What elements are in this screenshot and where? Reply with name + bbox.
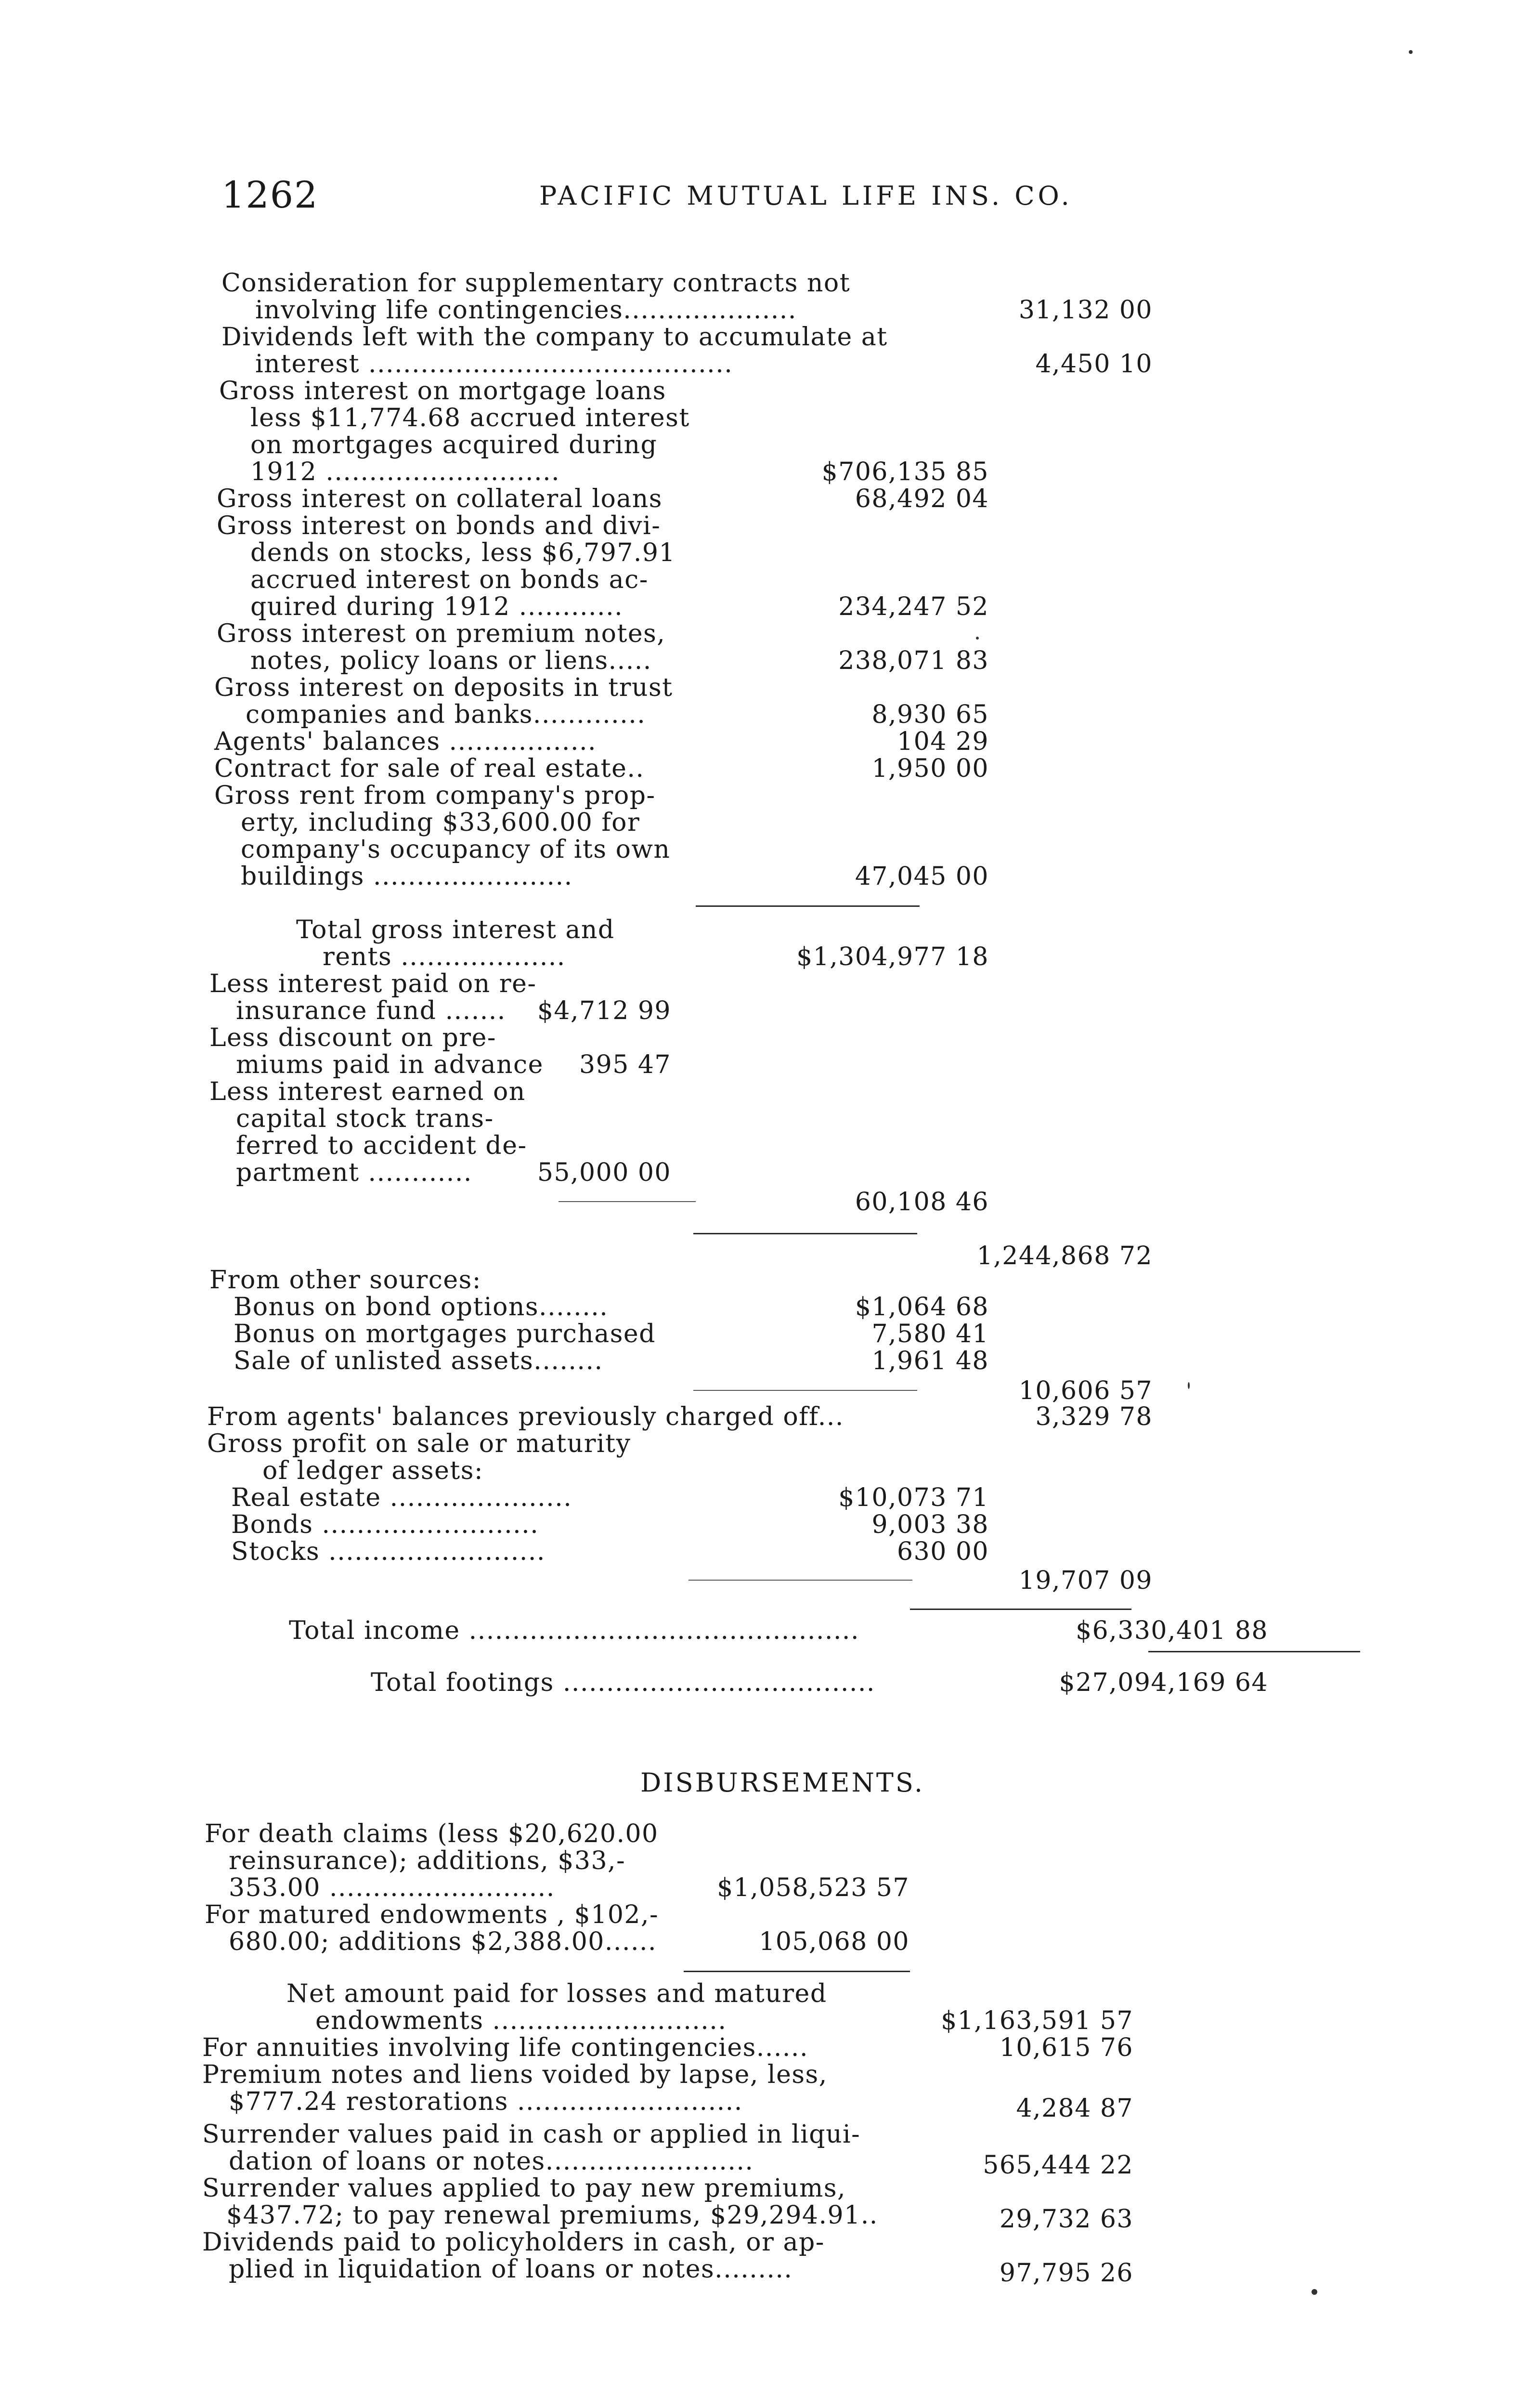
bonds-interest-line4: quired during 1912 ............: [250, 592, 624, 621]
dividends-paid-line2: plied in liquidation of loans or notes.........: [229, 2255, 793, 2284]
other-sources-heading: From other sources:: [209, 1266, 481, 1295]
bonds-interest-line3: accrued interest on bonds ac-: [250, 565, 649, 594]
less-reinsurance-line1: Less interest paid on re-: [209, 969, 537, 998]
annuities-amount: 10,615 76: [999, 2033, 1133, 2062]
contract-real-estate-amount: 1,950 00: [871, 754, 989, 783]
total-income-amount: $6,330,401 88: [1076, 1616, 1268, 1645]
death-claims-line3: 353.00 ..........................: [229, 1873, 555, 1902]
mortgage-interest-amount: $706,135 85: [821, 458, 989, 486]
less-discount-line1: Less discount on pre-: [209, 1023, 496, 1052]
mortgage-interest-line3: on mortgages acquired during: [250, 431, 658, 459]
surrender-cash-line1: Surrender values paid in cash or applied in liqui-: [202, 2120, 861, 2149]
gross-rent-line1: Gross rent from company's prop-: [214, 781, 656, 810]
agents-charged-off-amount: 3,329 78: [1035, 1402, 1153, 1431]
other-source-amount: 7,580 41: [871, 1320, 989, 1348]
disbursements-heading: DISBURSEMENTS.: [640, 1767, 925, 1798]
other-source-label: Bonus on mortgages purchased: [234, 1320, 656, 1348]
total-gross-line2: rents ...................: [323, 942, 566, 971]
annuities-label: For annuities involving life contingencies......: [202, 2033, 808, 2062]
bonds-interest-line1: Gross interest on bonds and divi-: [217, 511, 661, 540]
bonds-interest-line2: dends on stocks, less $6,797.91: [250, 538, 676, 567]
surrender-premiums-line2: $437.72; to pay renewal premiums, $29,294.91..: [226, 2201, 878, 2230]
mortgage-interest-line4: 1912 ...........................: [250, 458, 560, 486]
total-footings-label: Total footings ....................................: [371, 1668, 875, 1697]
less-discount-amount: 395 47: [579, 1050, 671, 1079]
gross-profit-line2: of ledger assets:: [262, 1456, 483, 1485]
other-sources-rule: [693, 1390, 917, 1391]
gross-profit-item-amount: 630 00: [897, 1537, 989, 1566]
surrender-cash-amount: 565,444 22: [983, 2151, 1133, 2180]
collateral-interest-amount: 68,492 04: [855, 484, 989, 513]
supp-contracts-amount: 31,132 00: [1018, 296, 1153, 325]
less-capital-amount: 55,000 00: [537, 1158, 671, 1187]
net-losses-line2: endowments ...........................: [315, 2006, 727, 2035]
dividends-left-amount: 4,450 10: [1035, 350, 1153, 379]
surrender-premiums-line1: Surrender values applied to pay new premiums,: [202, 2174, 846, 2203]
deductions-rule: [559, 1201, 696, 1202]
gross-profit-line1: Gross profit on sale or maturity: [207, 1429, 631, 1458]
surrender-premiums-amount: 29,732 63: [999, 2205, 1133, 2234]
other-source-amount: $1,064 68: [855, 1293, 989, 1322]
total-gross-amount: $1,304,977 18: [796, 942, 989, 971]
net-interest-rule: [693, 1233, 917, 1234]
gross-rent-line2: erty, including $33,600.00 for: [241, 808, 640, 837]
dividends-paid-amount: 97,795 26: [999, 2259, 1133, 2288]
gross-rent-line4: buildings .......................: [241, 862, 573, 891]
dividends-paid-line1: Dividends paid to policyholders in cash, or ap-: [202, 2228, 825, 2257]
death-claims-line1: For death claims (less $20,620.00: [205, 1819, 659, 1848]
deposits-interest-line1: Gross interest on deposits in trust: [214, 673, 673, 702]
other-source-label: Bonus on bond options........: [234, 1293, 609, 1322]
less-capital-line1: Less interest earned on: [209, 1077, 526, 1106]
contract-real-estate-label: Contract for sale of real estate..: [214, 754, 645, 783]
premium-notes-voided-line2: $777.24 restorations ..........................: [229, 2087, 743, 2116]
dividends-left-line1: Dividends left with the company to accumulate at: [221, 323, 888, 352]
other-source-amount: 1,961 48: [871, 1347, 989, 1375]
net-losses-line1: Net amount paid for losses and matured: [286, 1979, 827, 2008]
deposits-interest-amount: 8,930 65: [871, 700, 989, 729]
collateral-interest-line1: Gross interest on collateral loans: [217, 484, 663, 513]
gross-profit-total: 19,707 09: [1018, 1566, 1153, 1595]
less-reinsurance-line2: insurance fund .......: [236, 996, 506, 1025]
subtotal-rule: [696, 905, 920, 907]
other-source-label: Sale of unlisted assets........: [234, 1347, 603, 1375]
gross-rent-line3: company's occupancy of its own: [241, 835, 671, 864]
scan-speck: [1409, 50, 1413, 54]
deposits-interest-line2: companies and banks.............: [246, 700, 646, 729]
agents-charged-off-label: From agents' balances previously charged off...: [207, 1402, 844, 1431]
gross-rent-amount: 47,045 00: [855, 862, 989, 891]
page-header-title: PACIFIC MUTUAL LIFE INS. CO.: [539, 181, 1073, 211]
premium-notes-interest-line1: Gross interest on premium notes,: [217, 619, 666, 648]
dividends-left-line2: interest ..........................................: [255, 350, 733, 379]
other-sources-total: 10,606 57: [1018, 1376, 1153, 1405]
net-losses-amount: $1,163,591 57: [941, 2006, 1133, 2035]
gross-profit-item-label: Stocks .........................: [231, 1537, 546, 1566]
net-interest-amount: 1,244,868 72: [976, 1242, 1153, 1270]
page-number: 1262: [221, 173, 319, 216]
agents-balances-amount: 104 29: [897, 727, 989, 756]
less-reinsurance-amount: $4,712 99: [537, 996, 671, 1025]
gross-profit-item-label: Real estate .....................: [231, 1483, 572, 1512]
total-income-label: Total income .............................................: [289, 1616, 859, 1645]
premium-notes-voided-amount: 4,284 87: [1016, 2094, 1133, 2123]
scan-speck: [1312, 2289, 1317, 2295]
premium-notes-interest-amount: 238,071 83: [838, 646, 989, 675]
income-rule: [910, 1609, 1131, 1610]
footings-rule: [1148, 1651, 1360, 1652]
supp-contracts-line1: Consideration for supplementary contracts not: [221, 269, 851, 298]
mortgage-interest-line2: less $11,774.68 accrued interest: [250, 404, 690, 432]
death-claims-line2: reinsurance); additions, $33,-: [229, 1846, 626, 1875]
gross-profit-item-label: Bonds .........................: [231, 1510, 539, 1539]
bonds-interest-amount: 234,247 52: [838, 592, 989, 621]
less-capital-line4: partment ............: [236, 1158, 472, 1187]
scan-speck: [1188, 1382, 1190, 1389]
agents-balances-label: Agents' balances .................: [214, 727, 597, 756]
total-footings-amount: $27,094,169 64: [1059, 1668, 1268, 1697]
deductions-total-amount: 60,108 46: [855, 1188, 989, 1217]
gross-profit-item-amount: $10,073 71: [838, 1483, 989, 1512]
less-capital-line2: capital stock trans-: [236, 1104, 494, 1133]
matured-endowments-amount: 105,068 00: [759, 1927, 909, 1956]
scan-speck: [976, 637, 979, 640]
less-capital-line3: ferred to accident de-: [236, 1131, 527, 1160]
less-discount-line2: miums paid in advance: [236, 1050, 544, 1079]
premium-notes-interest-line2: notes, policy loans or liens.....: [250, 646, 652, 675]
endowments-rule: [684, 1971, 910, 1972]
gross-profit-rule: [689, 1580, 912, 1581]
total-gross-line1: Total gross interest and: [296, 916, 615, 944]
supp-contracts-line2: involving life contingencies....................: [255, 296, 797, 325]
matured-endowments-line2: 680.00; additions $2,388.00......: [229, 1927, 657, 1956]
gross-profit-item-amount: 9,003 38: [871, 1510, 989, 1539]
death-claims-amount: $1,058,523 57: [717, 1873, 909, 1902]
mortgage-interest-line1: Gross interest on mortgage loans: [219, 377, 666, 406]
premium-notes-voided-line1: Premium notes and liens voided by lapse, less,: [202, 2060, 828, 2089]
matured-endowments-line1: For matured endowments , $102,-: [205, 1900, 659, 1929]
surrender-cash-line2: dation of loans or notes........................: [229, 2147, 754, 2176]
